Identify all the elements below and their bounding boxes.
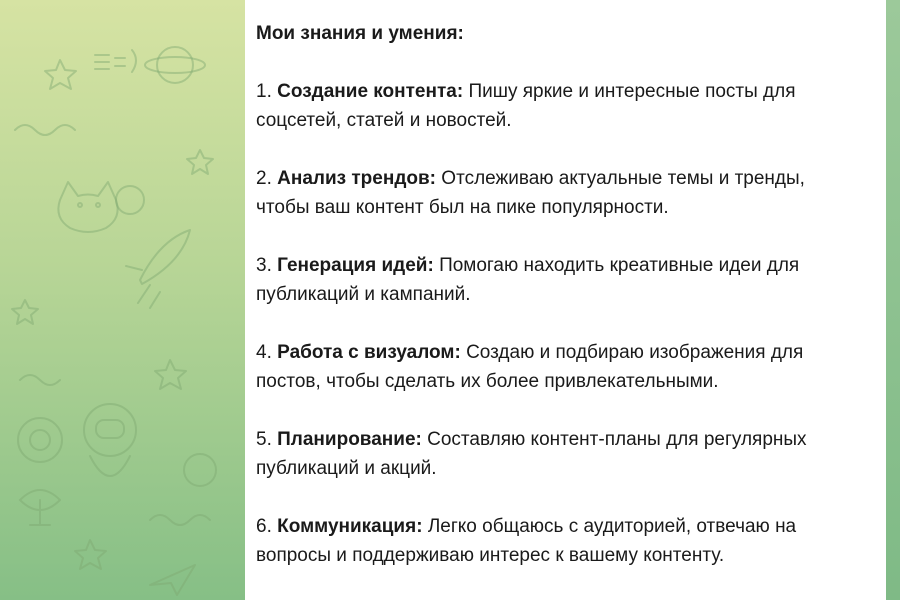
cat-doodle-icon [58, 182, 117, 232]
planet-doodle-icon [157, 47, 193, 83]
message-bubble [245, 0, 886, 600]
item-number: 1. [256, 81, 272, 102]
item-title: Планирование: [277, 429, 422, 450]
item-title: Анализ трендов: [277, 168, 437, 189]
item-text: Отслеживаю актуальные темы и тренды, чтобы ваш контент был на пике популярности. [256, 168, 805, 218]
item-title: Создание контента: [277, 81, 464, 102]
item-number: 3. [256, 255, 272, 276]
doodle-pattern [0, 0, 245, 600]
rocket-doodle-icon [126, 230, 190, 308]
formula-doodle-icon [95, 50, 136, 72]
item-title: Работа с визуалом: [277, 342, 461, 363]
chat-wallpaper-right-edge [886, 0, 900, 600]
item-title: Коммуникация: [277, 516, 423, 537]
message-heading: Мои знания и умения: [256, 23, 464, 44]
item-number: 4. [256, 342, 272, 363]
list-item [256, 512, 856, 570]
star-doodle-icon [12, 300, 38, 324]
squiggle-doodle-icon [15, 125, 75, 135]
star-doodle-icon [45, 60, 76, 89]
list-item [256, 338, 856, 396]
item-text: Составляю контент-планы для регулярных публикаций и акций. [256, 429, 807, 479]
list-item [256, 164, 856, 222]
satellite-doodle-icon [20, 490, 60, 525]
star-doodle-icon [75, 540, 106, 569]
squiggle-doodle-icon [20, 375, 60, 385]
item-text: Пишу яркие и интересные посты для соцсетей, статей и новостей. [256, 81, 796, 131]
squiggle-doodle-icon [150, 515, 210, 525]
item-text: Помогаю находить креативные идеи для публикаций и кампаний. [256, 255, 800, 305]
item-number: 6. [256, 516, 272, 537]
star-doodle-icon [187, 150, 213, 174]
planet-doodle-icon [116, 186, 144, 214]
list-item [256, 251, 856, 309]
planet-doodle-icon [184, 454, 216, 486]
astronaut-doodle-icon [84, 404, 136, 456]
item-number: 5. [256, 429, 272, 450]
item-number: 2. [256, 168, 272, 189]
item-title: Генерация идей: [277, 255, 434, 276]
item-text: Создаю и подбираю изображения для постов, чтобы сделать их более привлекательными. [256, 342, 804, 392]
list-item [256, 77, 856, 135]
planet-doodle-icon [18, 418, 62, 462]
chat-wallpaper [0, 0, 245, 600]
paper-plane-doodle-icon [150, 565, 195, 595]
star-doodle-icon [155, 360, 186, 389]
item-text: Легко общаюсь с аудиторией, отвечаю на вопросы и поддерживаю интерес к вашему контенту. [256, 516, 797, 566]
list-item [256, 425, 856, 483]
